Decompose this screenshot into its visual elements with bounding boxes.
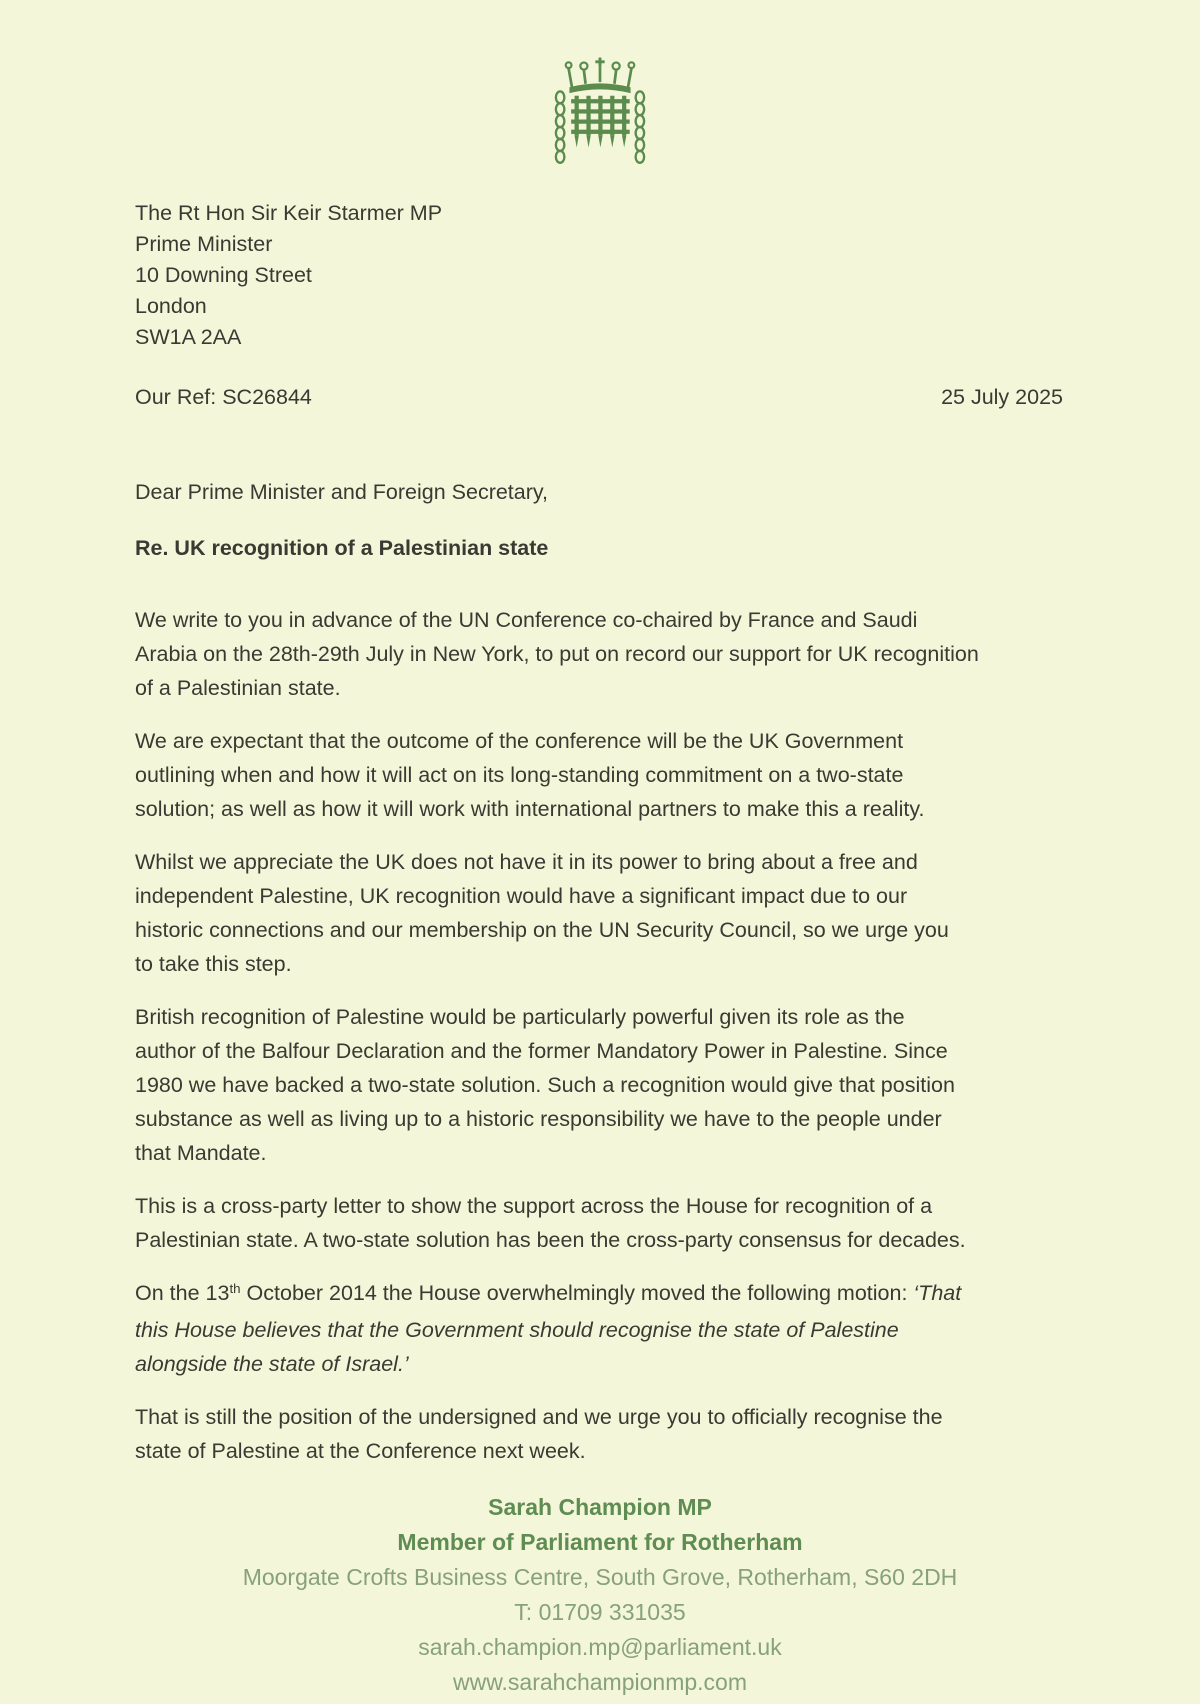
signature-name: Sarah Champion MP — [488, 1494, 712, 1520]
recipient-line: 10 Downing Street — [135, 263, 312, 287]
recipient-line: Prime Minister — [135, 232, 273, 256]
recipient-line: SW1A 2AA — [135, 325, 242, 349]
paragraph: That is still the position of the undersigned and we urge you to officially recognise the state of Palestine at the Conference next week. — [135, 1405, 943, 1463]
our-ref: Our Ref: SC26844 — [135, 385, 312, 409]
paragraph: This is a cross-party letter to show the support across the House for recognition of a Palestinian state. A two-state solution has been the cross-party consensus for decades. — [135, 1194, 966, 1252]
paragraph: We write to you in advance of the UN Conference co-chaired by France and Saudi Arabia on the 28th-29th July in New York, to put on record our support for UK recognition of a Palestinian state. — [135, 608, 979, 700]
recipient-line: The Rt Hon Sir Keir Starmer MP — [135, 201, 443, 225]
signature-website: www.sarahchampionmp.com — [452, 1669, 747, 1695]
paragraph: British recognition of Palestine would be particularly powerful given its role as the author of the Balfour Declaration and the former Mandatory Power in Palestine. Since 1980 we have backed a two-state solution. Such a recognition would give that position substance as well as living up to a historic responsibility we have to the people under that Mandate. — [135, 1005, 955, 1165]
subject-line: Re. UK recognition of a Palestinian state — [135, 536, 549, 560]
letter-body — [135, 603, 1100, 1468]
signature-phone: T: 01709 331035 — [514, 1599, 686, 1625]
portcullis-icon — [549, 55, 651, 167]
parliament-logo — [549, 0, 651, 172]
signature-block — [0, 1490, 1200, 1700]
paragraph: Whilst we appreciate the UK does not have it in its power to bring about a free and independent Palestine, UK recognition would have a significant impact due to our historic connections and our membership on the UN Security Council, so we urge you to take this step. — [135, 850, 949, 976]
signature-address: Moorgate Crofts Business Centre, South Grove, Rotherham, S60 2DH — [242, 1564, 958, 1590]
recipient-line: London — [135, 294, 207, 318]
recipient-block — [135, 198, 1063, 353]
letter-date: 25 July 2025 — [941, 385, 1063, 409]
paragraph: On the 13th October 2014 the House overwhelmingly moved the following motion: ‘That this House believes that the Government should recognise the state of Palestine alongside the state of Israel.’ — [135, 1281, 962, 1376]
salutation: Dear Prime Minister and Foreign Secretary, — [135, 480, 549, 504]
reference-row — [135, 384, 1063, 411]
paragraph: We are expectant that the outcome of the conference will be the UK Government outlining when and how it will act on its long-standing commitment on a two-state solution; as well as how it will work with international partners to make this a reality. — [135, 729, 925, 821]
signature-role: Member of Parliament for Rotherham — [397, 1529, 803, 1555]
signature-email: sarah.champion.mp@parliament.uk — [418, 1634, 782, 1660]
